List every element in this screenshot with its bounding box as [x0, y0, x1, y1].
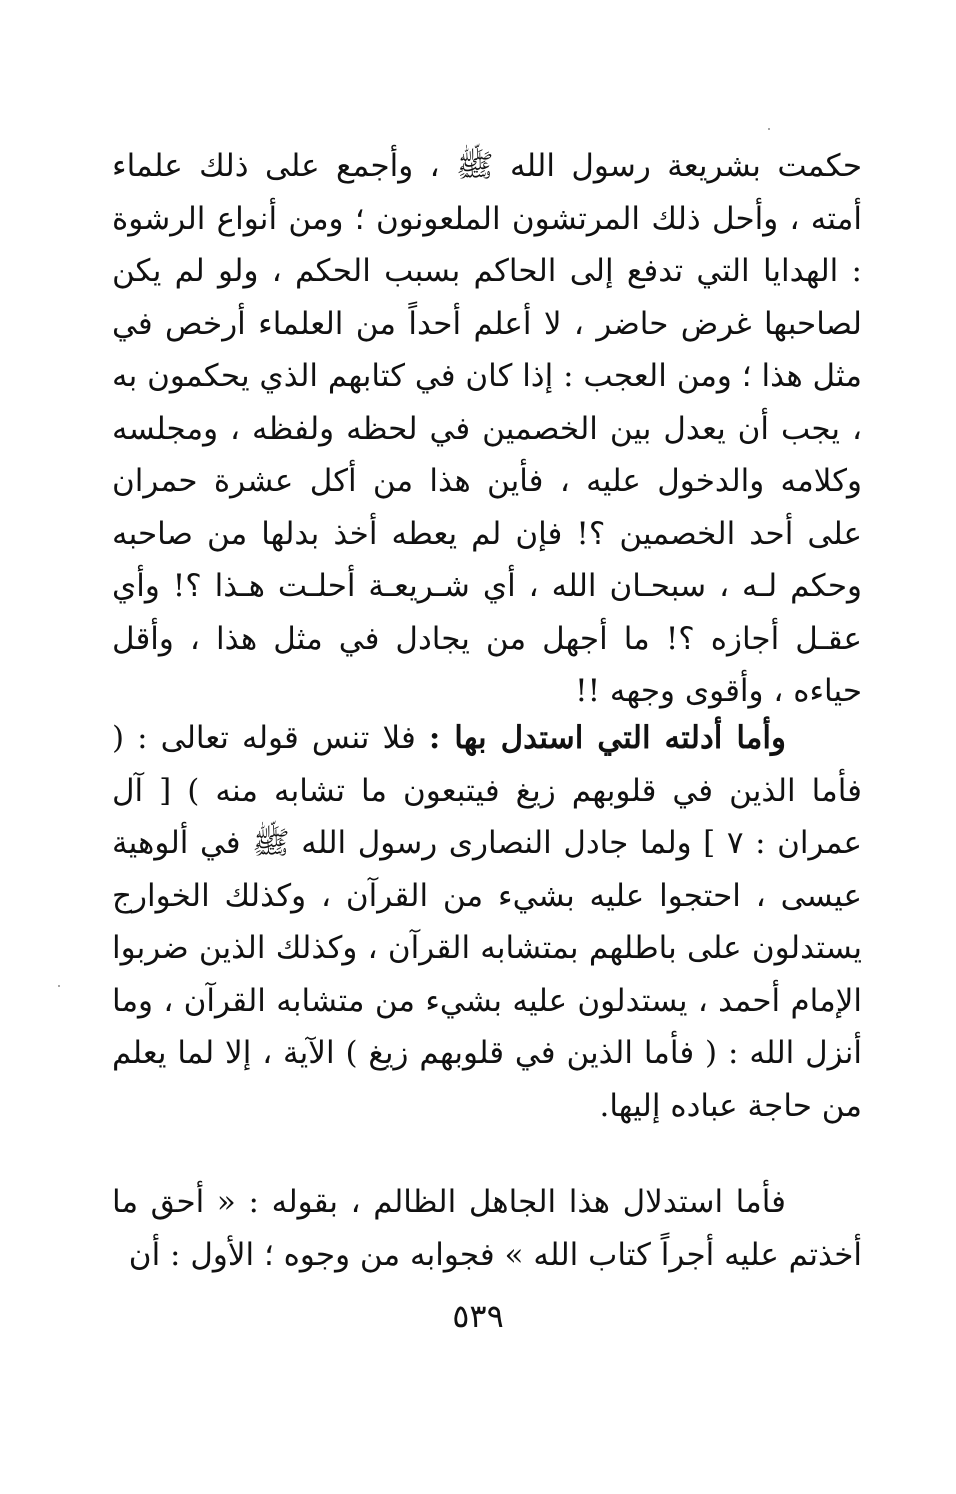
- paragraph-1: [112, 140, 862, 718]
- paragraph-2: [112, 712, 862, 1132]
- paragraph-2-text: فلا تنس قوله تعالى : ( فأما الذين في قلوبهم زيغ فيتبعون ما تشابه منه ) [ آل عمران : ٧ ] ولما جادل النصارى رسول الله ﷺ في ألوهية عيسى ، احتجوا عليه بشيء من القرآن ، وكذلك الخوارج يستدلون على باطلهم بمتشابه القرآن ، وكذلك الذين ضربوا الإمام أحمد ، يستدلون عليه بشيء من متشابه القرآن ، وما أنزل الله : ( فأما الذين في قلوبهم زيغ ) الآية ، إلا لما يعلم من حاجة عباده إليها.: [112, 720, 862, 1124]
- paragraph-3: [112, 1176, 862, 1281]
- paragraph-3-text: فأما استدلال هذا الجاهل الظالم ، بقوله : « أحق ما أخذتم عليه أجراً كتاب الله » فجوابه من وجوه ؛ الأول : أن: [112, 1184, 862, 1273]
- paragraph-2-lead: وأما أدلته التي استدل بها :: [428, 720, 786, 756]
- paper-speck: [58, 985, 60, 987]
- paper-speck: [768, 128, 770, 130]
- paragraph-1-text: حكمت بشريعة رسول الله ﷺ ، وأجمع على ذلك علماء أمته ، وأحل ذلك المرتشون الملعونون ؛ ومن أنواع الرشوة : الهدايا التي تدفع إلى الحاكم بسبب الحكم ، ولو لم يكن لصاحبها غرض حاضر ، لا أعلم أحداً من العلماء أرخص في مثل هذا ؛ ومن العجب : إذا كان في كتابهم الذي يحكمون به ، يجب أن يعدل بين الخصمين في لحظه ولفظه ، ومجلسه وكلامه والدخول عليه ، فأين هذا من أكل عشرة حمران على أحد الخصمين ؟! فإن لم يعطه أخذ بدلها من صاحبه وحكم لـه ، سبحـان الله ، أي شـريعـة أحلـت هـذا ؟! وأي عقـل أجازه ؟! ما أجهل من يجادل في مثل هذا ، وأقل حياءه ، وأقوى وجهه !!: [112, 148, 862, 709]
- page-number: ٥٣٩: [452, 1297, 504, 1335]
- paragraph-2-body: [112, 712, 862, 1132]
